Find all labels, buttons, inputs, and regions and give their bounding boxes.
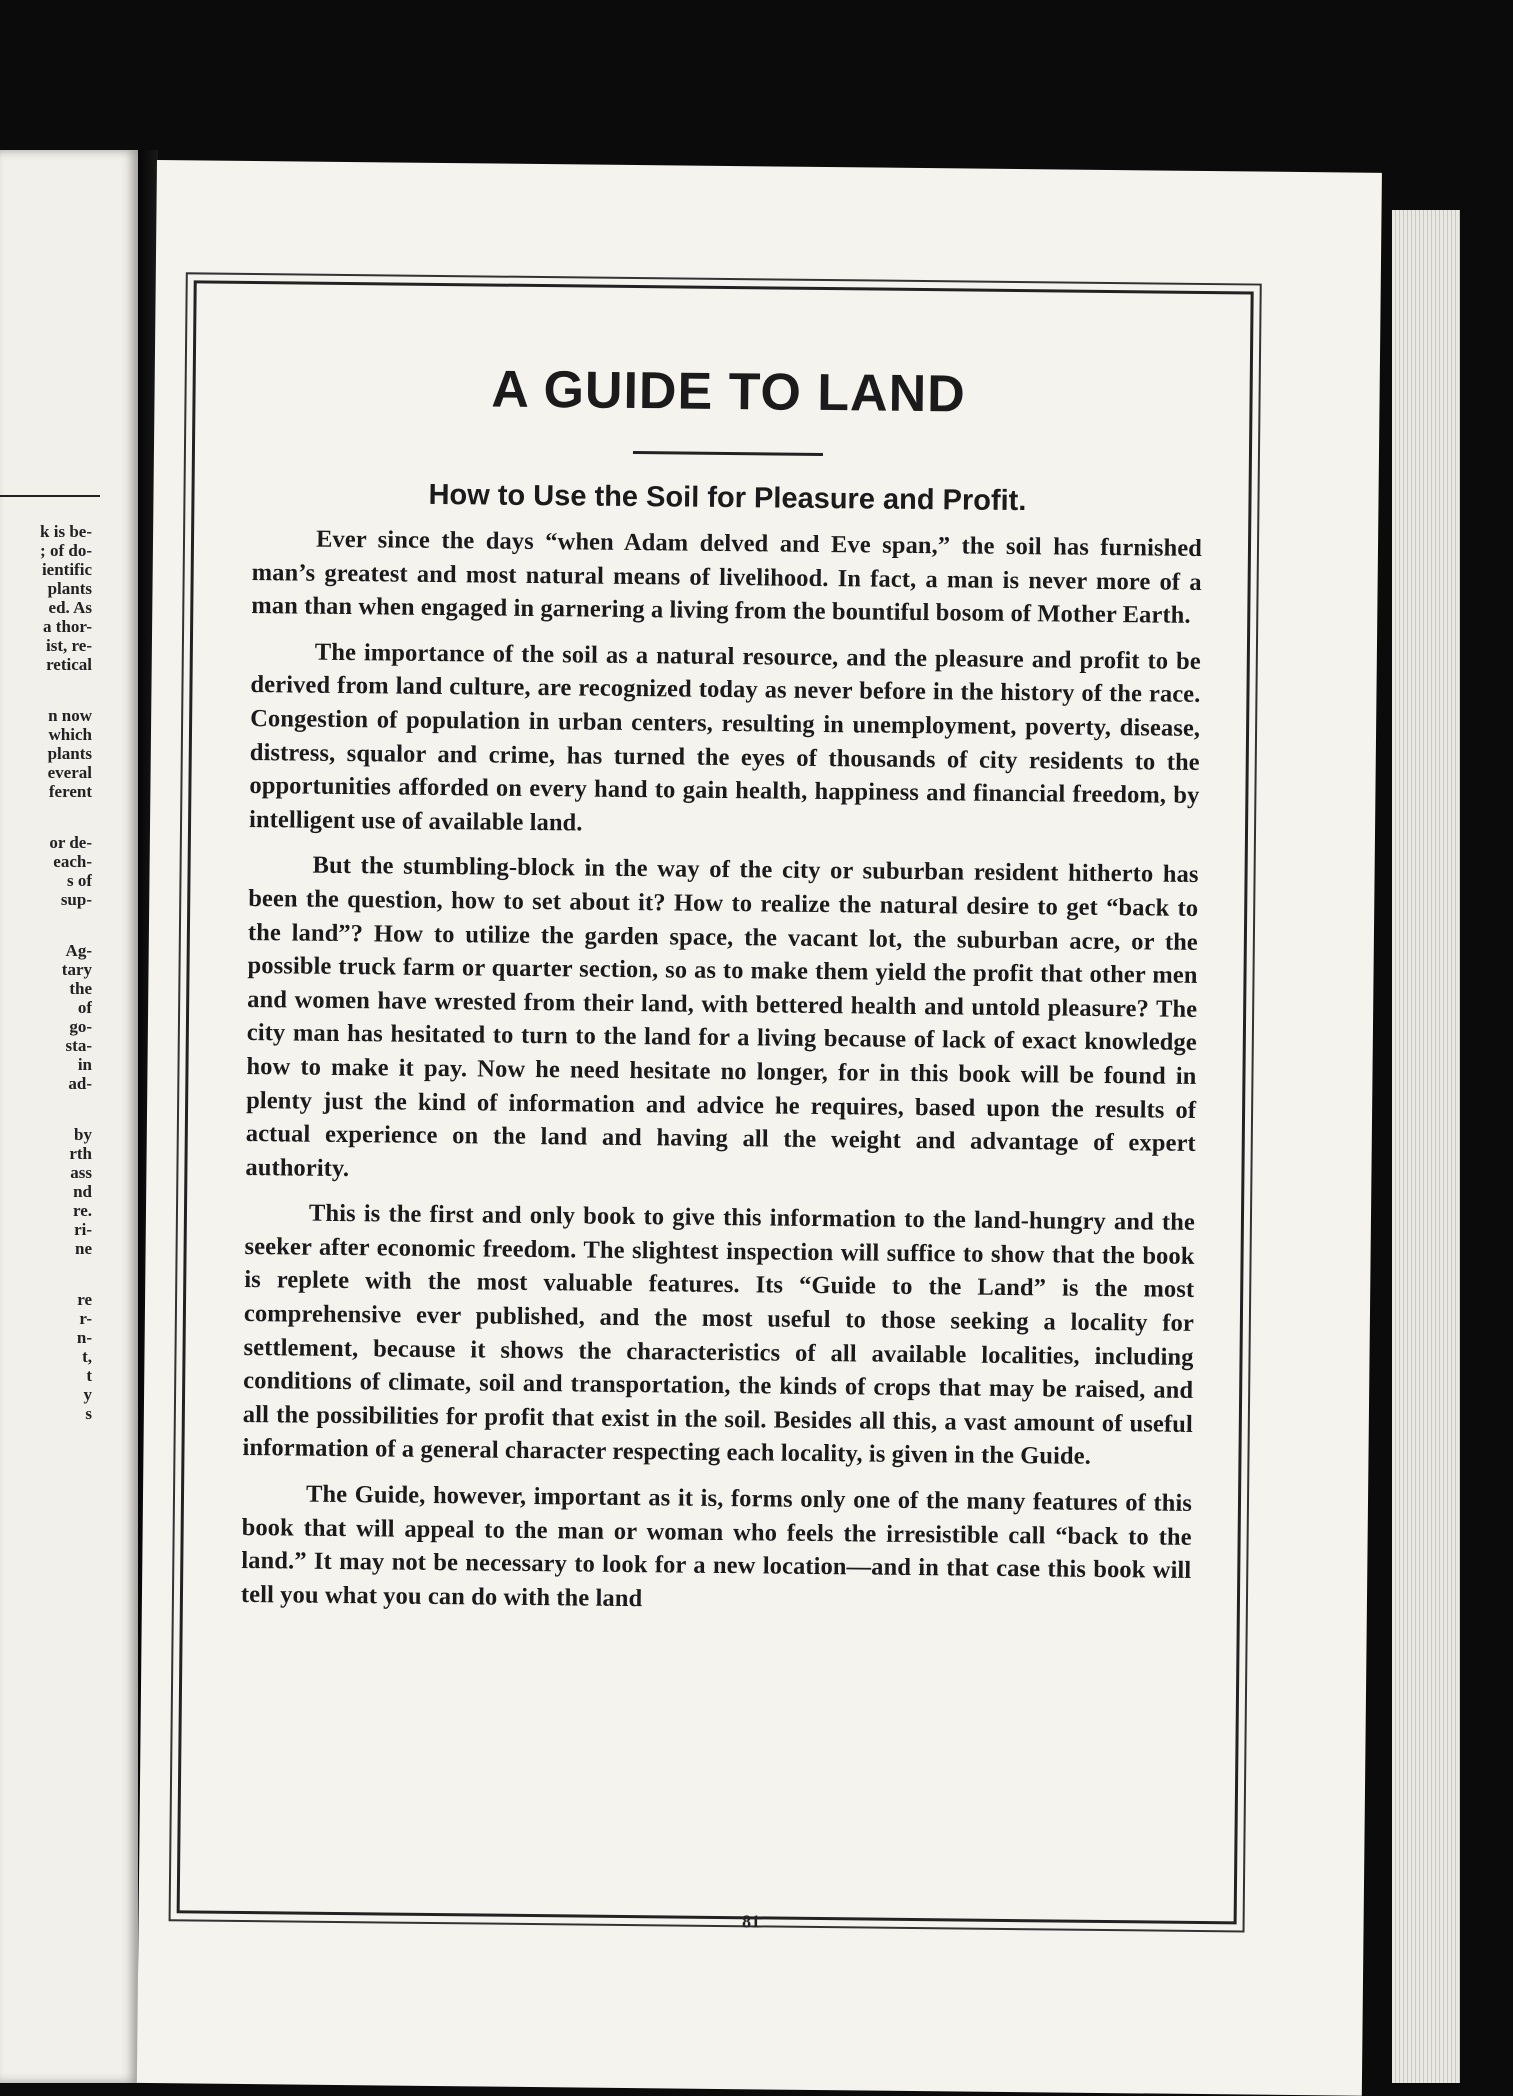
left-fragment-block	[0, 1290, 92, 1423]
page-subtitle: How to Use the Soil for Pleasure and Profit.	[428, 478, 1027, 518]
paragraph-4: This is the first and only book to give this information to the land-hungry and the seeker after economic freedom. The slightest inspection will suffice to show that the book is replete with the most valuable features. Its “Guide to the Land” is the most comprehensive ever published, and the most useful to those seeking a locality for settlement, because it shows the characteristics of all available localities, including conditions of climate, soil and transportation, the kinds of crops that may be raised, and all the possibilities for profit that exist in the soil. Besides all this, a vast amount of useful information of a general character respecting each locality, is given in the Guide.	[242, 1199, 1196, 1471]
left-fragment-line: ientific	[41, 560, 92, 579]
left-fragment-line: ad-	[68, 1074, 92, 1093]
left-fragment-line: n now	[48, 706, 92, 725]
left-fragment-line: s	[85, 1404, 92, 1423]
page-number: 81	[741, 1911, 761, 1932]
left-fragment-line: or de-	[49, 833, 92, 852]
left-fragment-line: n-	[76, 1328, 92, 1347]
left-fragment-line: ri-	[74, 1220, 92, 1239]
paragraph-1: Ever since the days “when Adam delved and Eve span,” the soil has furnished man’s greatest and most natural means of livelihood. In fact, a man is never more of a man than when engaged in garnering a living from the bountiful bosom of Mother Earth.	[251, 525, 1203, 630]
paragraph-5: The Guide, however, important as it is, forms only one of the many features of this book that will appeal to the man or woman who feels the irresistible call “back to the land.” It may not be necessary to look for a new location—and in that case this book will tell you what you can do with the land	[240, 1480, 1193, 1612]
left-fragment-line: plants	[47, 744, 92, 763]
left-fragment-line: t,	[82, 1347, 92, 1366]
left-fragment-line: ferent	[48, 782, 92, 801]
left-fragment-line: rth	[69, 1144, 92, 1163]
right-page	[137, 160, 1382, 2096]
left-fragment-line: by	[74, 1125, 92, 1144]
left-fragment-line: the	[69, 979, 92, 998]
left-fragment-line: Ag-	[65, 941, 92, 960]
left-fragment-line: sta-	[65, 1036, 92, 1055]
left-fragment-line: s of	[66, 871, 92, 890]
left-fragment-line: re	[77, 1290, 92, 1309]
paragraph-2: The importance of the soil as a natural resource, and the pleasure and profit to be derived from land culture, are recognized today as never before in the history of the race. Congestion of population in urban centers, resulting in unemployment, poverty, disease, distress, squalor and crime, has turned the eyes of thousands of city residents to the opportunities afforded on every hand to gain health, happiness and financial freedom, by intelligent use of available land.	[248, 638, 1201, 837]
left-page-rule	[0, 495, 100, 497]
left-fragment-block	[0, 941, 92, 1093]
left-fragment-line: ist, re-	[46, 636, 92, 655]
left-fragment-block	[0, 706, 92, 801]
left-fragment-line: ed. As	[48, 598, 92, 617]
left-fragment-line: which	[48, 725, 92, 744]
page-border-outer	[169, 272, 1262, 1932]
left-fragment-block	[0, 522, 92, 674]
left-fragment-line: retical	[46, 655, 92, 674]
title-divider	[633, 451, 823, 456]
left-page	[0, 150, 138, 2083]
left-fragment-line: of	[77, 998, 92, 1017]
left-fragment-line: ass	[70, 1163, 92, 1182]
left-fragment-line: a thor-	[43, 617, 92, 636]
left-fragment-line: ; of do-	[40, 541, 92, 560]
page-border-inner	[177, 280, 1254, 1924]
left-fragment-line: t	[86, 1366, 92, 1385]
left-fragment-block	[0, 1125, 92, 1258]
page-title: A GUIDE TO LAND	[491, 360, 967, 424]
left-fragment-line: go-	[69, 1017, 92, 1036]
page-content	[241, 304, 1205, 1621]
left-fragment-block	[0, 833, 92, 909]
left-fragment-line: y	[83, 1385, 92, 1404]
left-fragment-line: k is be-	[40, 522, 92, 541]
left-fragment-line: nd	[73, 1182, 92, 1201]
left-fragment-line: each-	[53, 852, 92, 871]
paragraph-3: But the stumbling-block in the way of the city or suburban resident hitherto has been the question, how to set about it? How to realize the natural desire to get “back to the land”? How to utilize the garden space, the vacant lot, the suburban acre, or the possible truck farm or quarter section, so as to make them yield the profit that other men and women have wrested from their land, with bettered health and untold pleasure? The city man has hesitated to turn to the land for a living because of lack of exact knowledge how to make it pay. Now he need hesitate no longer, for in this book will be found in plenty just the kind of information and advice he requires, based upon the results of actual experience on the land and having all the weight and advantage of expert authority.	[245, 852, 1199, 1182]
left-fragment-line: re.	[72, 1201, 92, 1220]
page-edges	[1392, 210, 1460, 2083]
left-fragment-line: r-	[79, 1309, 92, 1328]
left-fragment-line: in	[77, 1055, 92, 1074]
left-fragment-line: everal	[47, 763, 92, 782]
left-fragment-line: ne	[75, 1239, 92, 1258]
left-fragment-line: plants	[47, 579, 92, 598]
left-fragment-line: tary	[61, 960, 92, 979]
left-page-text-fragments	[0, 522, 92, 1455]
left-fragment-line: sup-	[60, 890, 92, 909]
